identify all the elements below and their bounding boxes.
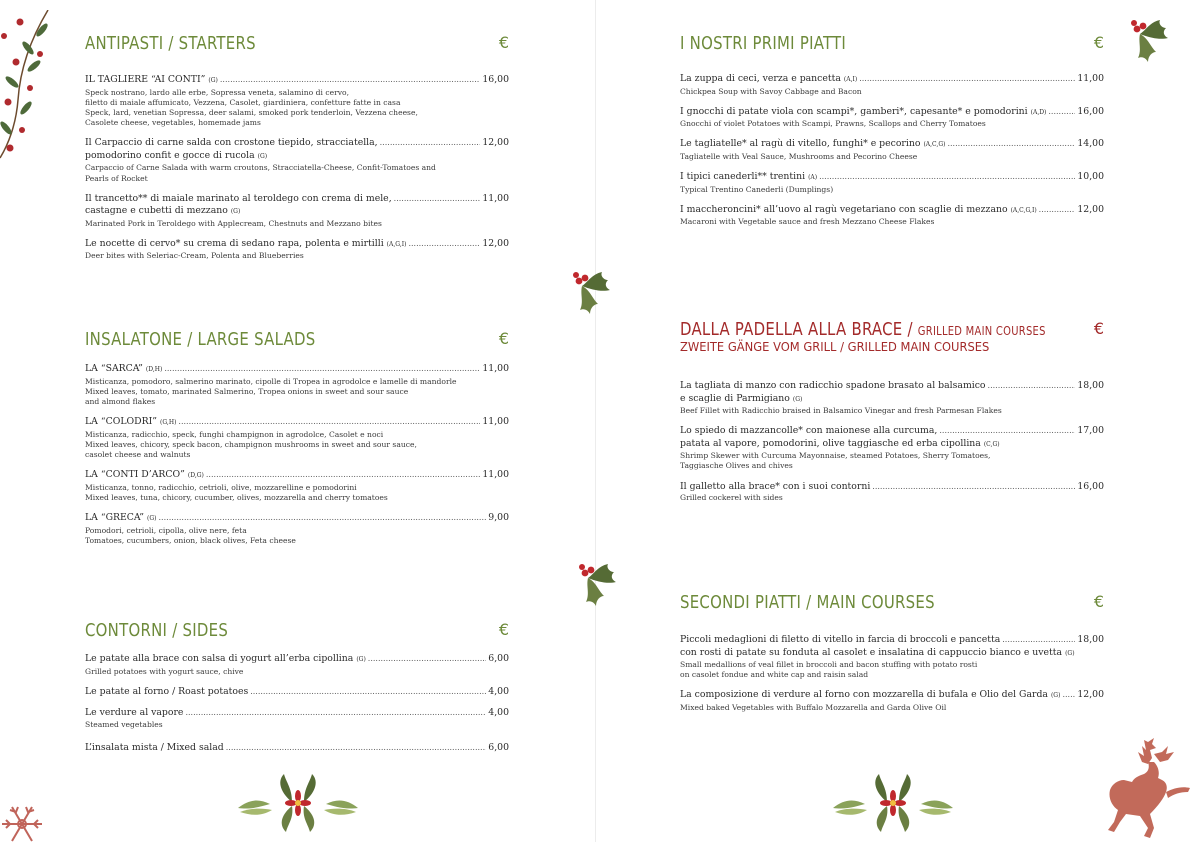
item-name: Le patate al forno / Roast potatoes [85,685,249,697]
right-page [596,0,1191,842]
reindeer-icon [1104,736,1191,840]
item-price: 11,00 [482,469,509,481]
menu-item [85,238,509,262]
allergen-codes: (A,C,G) [923,141,946,149]
item-description: Marinated Pork in Teroldego with Applecream, Chestnuts and Mezzano bites [85,218,382,228]
section-title: CONTORNI / SIDES [85,620,229,641]
currency-symbol: € [498,33,509,52]
currency-symbol: € [498,329,509,348]
item-price: 12,00 [1077,203,1104,215]
berry-branch-icon [0,10,60,160]
allergen-codes: (G,H) [160,419,177,427]
item-description: Macaroni with Vegetable sauce and fresh Mezzano Cheese Flakes [680,217,935,227]
menu-item [680,634,1104,680]
item-description: Taggiasche Olives and chives [680,461,793,471]
item-name: I maccheroncini* all’uovo al ragù vegetariano con scaglie di mezzano [680,203,1008,215]
section-title-small: GRILLED MAIN COURSES [917,324,1046,338]
holly-icon [1126,16,1178,76]
item-name: LA “GRECA” [85,512,145,524]
item-price: 12,00 [1077,689,1104,701]
section-insalatone [85,329,509,555]
allergen-codes: (G) [230,208,241,216]
item-price: 9,00 [488,512,509,524]
item-name: LA “CONTI D’ARCO” [85,469,185,481]
allergen-codes: (G) [257,152,268,160]
allergen-codes: (A,C,G,I) [1010,206,1037,214]
item-price: 12,00 [482,137,509,149]
menu-item [85,469,509,503]
item-price: 4,00 [488,685,509,697]
item-price: 6,00 [488,653,509,664]
item-description: Typical Trentino Canederli (Dumplings) [680,184,834,194]
section-title: ANTIPASTI / STARTERS [85,33,256,54]
menu-item [85,707,509,730]
item-price: 11,00 [1077,73,1104,84]
item-description: Mixed leaves, tuna, chicory, cucumber, olives, mozzarella and cherry tomatoes [85,492,388,502]
item-description: Speck nostrano, lardo alle erbe, Sopressa veneta, salamino di cervo, [85,87,350,97]
item-description: Deer bites with Seleriac-Cream, Polenta and Blueberries [85,251,304,261]
item-description: Shrimp Skewer with Curcuma Mayonnaise, steamed Potatoes, Sherry Tomatoes, [680,451,991,461]
allergen-codes: (G) [1050,692,1061,700]
poinsettia-garland-icon [831,772,955,832]
item-price: 11,00 [482,416,509,428]
item-name: Il galletto alla brace* con i suoi contorni [680,480,871,492]
item-description: Grilled cockerel with sides [680,493,783,503]
item-price: 16,00 [482,74,509,85]
menu-item [85,193,509,229]
item-description: Tomatoes, cucumbers, onion, black olives, Feta cheese [85,535,296,545]
section-title [680,319,1046,340]
section-brace [680,319,1104,512]
item-name: Lo spiedo di mazzancolle* con maionese alla curcuma, [680,425,938,437]
section-title: SECONDI PIATTI / MAIN COURSES [680,592,935,613]
menu-item [85,137,509,183]
allergen-codes: (G) [147,515,157,523]
item-price: 17,00 [1077,425,1104,437]
item-description: on casolet fondue and white cap and raisin salad [680,670,869,680]
allergen-codes: (G) [1065,649,1075,657]
item-description: and almond flakes [85,396,156,406]
item-name: La zuppa di ceci, verza e pancetta [680,73,841,84]
menu-item [680,204,1104,228]
menu-item [680,106,1104,130]
item-name: La tagliata di manzo con radicchio spadone brasato al balsamico [680,380,986,391]
menu-item [85,416,509,460]
allergen-codes: (A,G,I) [386,240,407,248]
item-description: Casolete cheese, vegetables, homemade jams [85,118,261,128]
item-description: Grilled potatoes with yogurt sauce, chive [85,666,244,676]
item-name: LA “COLODRI” [85,416,158,428]
allergen-codes: (A) [808,174,818,182]
item-name: IL TAGLIERE “AI CONTI” [85,74,206,85]
menu-item [680,73,1104,97]
item-description: Carpaccio of Carne Salada with warm croutons, Stracciatella-Cheese, Confit-Tomatoes and [85,163,436,173]
item-price: 11,00 [482,192,509,204]
item-price: 12,00 [482,237,509,249]
item-description: Mixed leaves, tomato, marinated Salmerino, Tropea onions in sweet and sour sauce [85,386,409,396]
item-description: Mixed leaves, chicory, speck bacon, champignon mushrooms in sweet and sour sauce, [85,439,417,449]
item-name: Il Carpaccio di carne salda con crostone tiepido, stracciatella, [85,137,378,149]
item-description: Gnocchi of violet Potatoes with Scampi, Prawns, Scallops and Cherry Tomatoes [680,119,986,129]
section-contorni [85,620,509,763]
item-price: 18,00 [1077,634,1104,645]
menu-item [680,481,1104,504]
item-price: 18,00 [1077,380,1104,391]
item-name: La composizione di verdure al forno con mozzarella di bufala e Olio del Garda [680,689,1048,701]
allergen-codes: (C,G) [983,440,1000,448]
item-name-cont: e scaglie di Parmigiano [680,392,790,404]
allergen-codes: (A,D) [1030,108,1047,116]
currency-symbol: € [1093,592,1104,611]
item-description: Misticanza, pomodoro, salmerino marinato, cipolle di Tropea in agrodolce e lamelle di mandorle [85,376,457,386]
item-description: Misticanza, radicchio, speck, funghi champignon in agrodolce, Casolet e noci [85,429,384,439]
item-description: Speck, lard, venetian Sopressa, deer salami, smoked pork tenderloin, Vezzena cheese, [85,107,418,117]
item-price: 4,00 [488,707,509,719]
item-description: Misticanza, tonno, radicchio, cetrioli, olive, mozzarelline e pomodorini [85,482,357,492]
item-name: L’insalata mista / Mixed salad [85,741,224,753]
item-name: I tipici canederli** trentini [680,171,806,183]
item-description: Pomodori, cetrioli, cipolla, olive nere, feta [85,525,247,535]
item-price: 16,00 [1077,480,1104,492]
currency-symbol: € [498,620,509,639]
item-price: 16,00 [1077,105,1104,117]
menu-item [85,363,509,407]
item-name: LA “SARCA” [85,363,143,374]
menu-item [85,742,509,755]
section-title: I NOSTRI PRIMI PIATTI [680,33,847,54]
item-description: Chickpea Soup with Savoy Cabbage and Bacon [680,86,862,96]
section-secondi [680,592,1104,722]
allergen-codes: (A,I) [843,76,858,83]
item-description: Small medallions of veal fillet in broccoli and bacon stuffing with potato rosti [680,660,978,669]
poinsettia-garland-icon [236,772,360,832]
currency-symbol: € [1093,319,1104,338]
section-primi [680,33,1104,237]
item-description: Steamed vegetables [85,719,163,729]
menu-item [85,686,509,699]
item-description: casolet cheese and walnuts [85,450,191,460]
menu-item [85,653,509,677]
item-name: Le tagliatelle* al ragù di vitello, funghi* e pecorino [680,138,921,150]
item-description: Mixed baked Vegetables with Buffalo Mozzarella and Garda Olive Oil [680,702,947,712]
item-price: 11,00 [482,363,509,374]
menu-item [680,425,1104,471]
item-price: 6,00 [488,741,509,753]
item-description: Pearls of Rocket [85,173,148,183]
menu-item [680,171,1104,195]
item-name-cont: castagne e cubetti di mezzano [85,205,228,217]
item-name-cont: pomodorino confit e gocce di rucola [85,149,255,161]
menu-item [85,74,509,128]
item-description: Beef Fillet with Radicchio braised in Balsamico Vinegar and fresh Parmesan Flakes [680,406,1002,415]
allergen-codes: (D,G) [187,472,204,480]
left-page [0,0,595,842]
item-name: I gnocchi di patate viola con scampi*, gamberi*, capesante* e pomodorini [680,105,1028,117]
section-subtitle: ZWEITE GÄNGE VOM GRILL / GRILLED MAIN COURSES [680,339,990,354]
menu-item [680,138,1104,162]
item-price: 14,00 [1077,138,1104,150]
item-name: Le patate alla brace con salsa di yogurt all’erba cipollina [85,653,354,664]
section-antipasti [85,33,509,271]
section-title-main: DALLA PADELLA ALLA BRACE / [680,319,913,340]
allergen-codes: (G) [208,77,218,84]
menu-item [680,689,1104,713]
allergen-codes: (D,H) [145,366,163,373]
allergen-codes: (G) [792,395,803,403]
item-name: Le nocette di cervo* su crema di sedano rapa, polenta e mirtilli [85,237,384,249]
item-price: 10,00 [1077,171,1104,183]
allergen-codes: (G) [356,656,366,663]
item-name-cont: patata al vapore, pomodorini, olive taggiasche ed erba cipollina [680,437,981,449]
item-name-cont: con rosti di patate su fonduta al casolet e insalatina di cappuccio bianco e uvetta [680,646,1063,658]
item-name: Le verdure al vapore [85,707,184,719]
item-description: Tagliatelle with Veal Sauce, Mushrooms and Pecorino Cheese [680,151,918,161]
item-name: Il trancetto** di maiale marinato al teroldego con crema di mele, [85,192,392,204]
menu-item [680,380,1104,416]
item-description: filetto di maiale affumicato, Vezzena, Casolet, giardiniera, confetture fatte in casa [85,97,401,107]
item-name: Piccoli medaglioni di filetto di vitello in farcia di broccoli e pancetta [680,634,1001,645]
menu-item [85,512,509,546]
section-title: INSALATONE / LARGE SALADS [85,329,316,350]
currency-symbol: € [1093,33,1104,52]
snowflake-icon [0,794,52,842]
